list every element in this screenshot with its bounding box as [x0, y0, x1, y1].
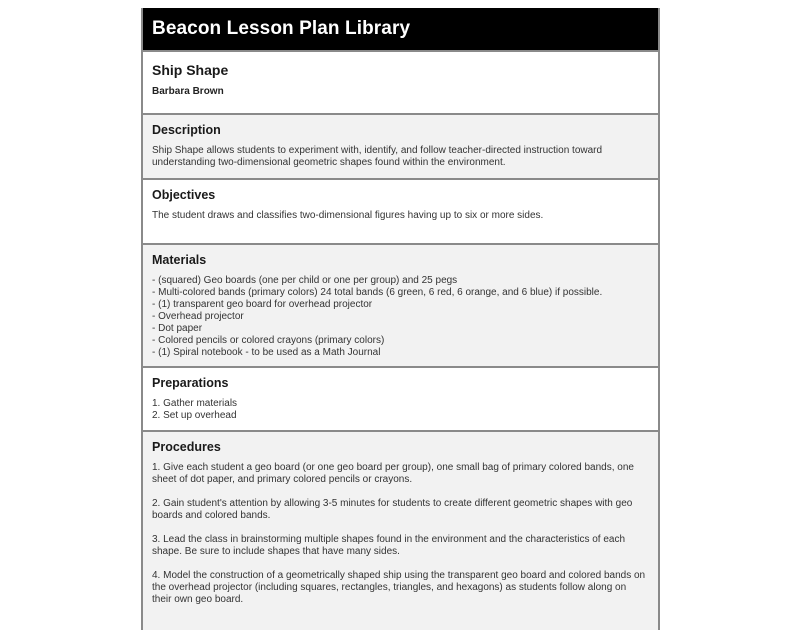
preparations-item: 2. Set up overhead [152, 410, 237, 421]
site-title: Beacon Lesson Plan Library [152, 18, 411, 39]
procedures-heading: Procedures [152, 440, 221, 454]
materials-section [143, 243, 658, 366]
objectives-heading: Objectives [152, 188, 216, 202]
objectives-text: The student draws and classifies two-dimensional figures having up to six or more sides. [152, 210, 544, 221]
materials-item: - (1) Spiral notebook - to be used as a Math Journal [152, 347, 381, 358]
preparations-heading: Preparations [152, 376, 229, 390]
site-header [143, 8, 658, 50]
materials-item: - Colored pencils or colored crayons (primary colors) [152, 335, 385, 346]
description-text: Ship Shape allows students to experiment with, identify, and follow teacher-directed instruction toward understanding two-dimensional geometric shapes found within the environment. [152, 145, 603, 168]
materials-item: - (1) transparent geo board for overhead projector [152, 299, 373, 310]
materials-item: - Overhead projector [152, 311, 244, 322]
procedures-step: 4. Model the construction of a geometrically shaped ship using the transparent geo board and colored bands on the overhead projector (including squares, rectangles, triangles, and hexagons) as students follow along on their own geo board. [152, 570, 646, 605]
description-section [143, 113, 658, 178]
preparations-section [143, 366, 658, 430]
materials-item: - Dot paper [152, 323, 203, 334]
objectives-section [143, 178, 658, 243]
materials-item: - (squared) Geo boards (one per child or one per group) and 25 pegs [152, 275, 458, 286]
description-heading: Description [152, 123, 221, 137]
materials-heading: Materials [152, 253, 207, 267]
materials-list [152, 275, 648, 359]
materials-item: - Multi-colored bands (primary colors) 24 total bands (6 green, 6 red, 6 orange, and 6 blue) if possible. [152, 287, 603, 298]
procedures-step: 3. Lead the class in brainstorming multiple shapes found in the environment and the characteristics of each shape. Be sure to include shapes that have many sides. [152, 534, 626, 557]
lesson-title-section [143, 50, 658, 113]
procedures-section [143, 430, 658, 630]
procedures-step: 2. Gain student's attention by allowing 3-5 minutes for students to create different geometric shapes with geo boards and colored bands. [152, 498, 633, 521]
lesson-title: Ship Shape [152, 62, 229, 78]
procedures-step: 1. Give each student a geo board (or one geo board per group), one small bag of primary colored bands, one sheet of dot paper, and primary colored pencils or crayons. [152, 462, 634, 485]
preparations-item: 1. Gather materials [152, 398, 238, 409]
procedures-list [152, 462, 648, 606]
lesson-author: Barbara Brown [152, 86, 224, 97]
lesson-plan-page [141, 8, 660, 630]
preparations-list [152, 398, 648, 422]
